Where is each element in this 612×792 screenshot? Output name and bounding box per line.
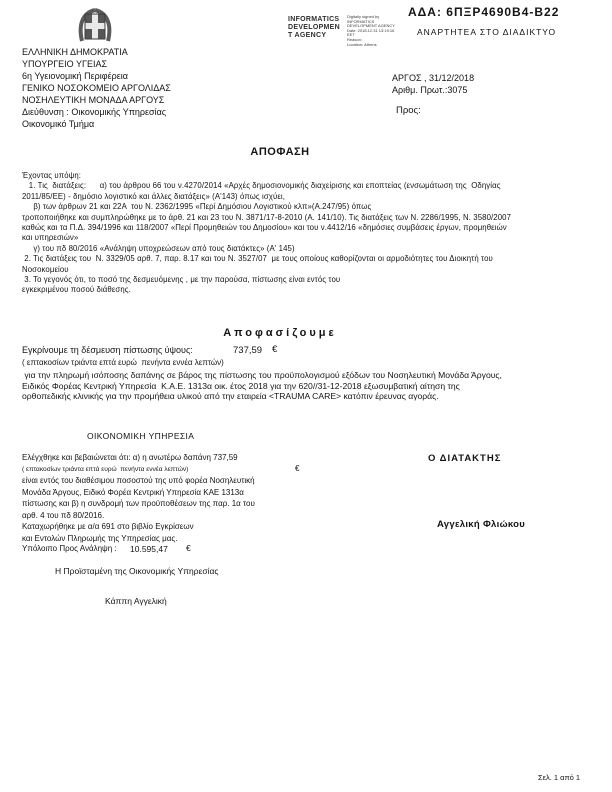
stamp-sig-line: Digitally signed by: [347, 14, 380, 19]
amount-in-words: ( επτακοσίων τριάντα επτά ευρώ πενήντα εννέα λεπτών): [22, 358, 224, 367]
recipient-label: Προς:: [396, 105, 421, 116]
finance-head-title: Η Προϊσταμένη της Οικονομικής Υπηρεσίας: [55, 566, 219, 576]
verification-line: Ελέγχθηκε και βεβαιώνεται ότι: α) η ανωτέρω δαπάνη 737,59: [22, 453, 238, 462]
greek-emblem-graphic: [72, 8, 118, 46]
verification-line: και Εντολών Πληρωμής της Υπηρεσίας μας.: [22, 533, 178, 543]
verification-line: Καταχωρήθηκε με α/α 691 στο βιβλίο Εγκρίσεων: [22, 522, 194, 531]
stamp-agency-line: DEVELOPMEN: [288, 24, 341, 31]
preamble-line: εγκεκριμένου ποσού διάθεσης.: [22, 285, 131, 295]
ada-code: ΑΔΑ: 6ΠΞΡ4690Β4-Β22: [408, 5, 560, 19]
verification-line: ( επτακοσίων τριάντα επτά ευρώ πενήντα εννέα λεπτών): [22, 465, 189, 473]
euro-sign: €: [186, 543, 191, 553]
decision-body-line: για την πληρωμή ισόποσης δαπάνης σε βάρος της πίστωσης του προϋπολογισμού εξόδων του Νοσηλευτική Μονάδα Άργους,: [22, 370, 502, 380]
verification-line: πίστωσης και β) η συνδρομή των προϋποθέσεων της παρ. 1α του: [22, 499, 255, 508]
preamble-line: 2. Τις διατάξεις του Ν. 3329/05 αρθ. 7, παρ. 8.17 και του Ν. 3527/07 με τους οποίους καθορίζονται οι αρμοδιότητες του Διοικητή του: [22, 254, 493, 264]
page-number: Σελ. 1 από 1: [538, 773, 581, 782]
place-and-date: ΑΡΓΟΣ , 31/12/2018: [392, 73, 475, 83]
decision-body-line: ορθοπεδικής κλινικής για την προμήθεια υλικού από την εταιρεία <TRAUMA CARE> κατόπιν έρευνας αγοράς.: [22, 391, 439, 402]
stamp-sig-line: DEVELOPMENT AGENCY: [347, 23, 395, 29]
stamp-sig-line: EET: [347, 32, 355, 38]
preamble-line: Έχοντας υπόψη:: [22, 171, 82, 180]
internet-posting-label: ΑΝΑΡΤΗΤΕΑ ΣΤΟ ΔΙΑΔΙΚΤΥΟ: [417, 27, 557, 37]
authorizing-officer-name: Αγγελική Φλιώκου: [437, 519, 526, 530]
stamp-sig-line: Location: Athens: [347, 41, 377, 47]
stamp-sig-line: INFORMATICS: [347, 18, 375, 24]
decision-body-line: Ειδικός Φορέας Κεντρική Υπηρεσία Κ.Α.Ε. 1313α οικ. έτος 2018 για την 620//31-12-2018 εξωσυμβατική αίτηση της: [22, 380, 460, 391]
preamble-line: 2011/85/ΕΕ) - δημόσιο λογιστικό και άλλες διατάξεις» (Α'143) όπως ισχύει,: [22, 191, 285, 201]
financial-service-title: ΟΙΚΟΝΟΜΙΚΗ ΥΠΗΡΕΣΙΑ: [87, 431, 195, 441]
signature-stamp-agency: [288, 16, 348, 40]
finance-head-name: Κάππη Αγγελική: [105, 596, 167, 606]
org-line: ΥΠΟΥΡΓΕΙΟ ΥΓΕΙΑΣ: [22, 59, 108, 69]
preamble-line: τροποποιήθηκε και συμπληρώθηκε με το άρθ. 21 και 23 του Ν. 3871/17-8-2010 (Α. 141/10). Τις διατάξεις των Ν. 2286/1995, Ν. 3580/2007: [22, 212, 512, 222]
preamble-line: β) των άρθρων 21 και 22Α του Ν. 2362/1995 «Περί Δημόσιου Λογιστικού κλπ»(Α.247/95) όπως: [22, 202, 372, 212]
signature-stamp-details: [347, 15, 417, 47]
greek-emblem-logo: [72, 8, 118, 46]
commitment-approval-label: Εγκρίνουμε τη δέσμευση πίστωσης ύψους:: [22, 345, 193, 355]
remaining-balance-amount: 10.595,47: [130, 544, 168, 554]
org-line: ΕΛΛΗΝΙΚΗ ΔΗΜΟΚΡΑΤΙΑ: [22, 47, 128, 57]
verification-block: [22, 452, 302, 544]
verification-line: είναι εντός του διαθέσιμου ποσοστού της υπό φορέα Νοσηλευτική: [22, 476, 255, 485]
commitment-amount: 737,59: [233, 345, 263, 356]
authorizing-officer-title: Ο ΔΙΑΤΑΚΤΗΣ: [428, 453, 502, 464]
preamble-line: και υπηρεσιών»: [22, 233, 79, 243]
protocol-number: Αριθμ. Πρωτ.:3075: [392, 85, 468, 95]
euro-sign: €: [295, 464, 300, 473]
stamp-agency-line: INFORMATICS: [288, 16, 340, 23]
euro-sign: €: [272, 344, 278, 355]
document-title: ΑΠΟΦΑΣΗ: [250, 146, 310, 158]
verification-line: Μονάδα Άργους, Ειδικό Φορέα Κεντρική Υπηρεσία ΚΑΕ 1313α: [22, 487, 244, 497]
stamp-sig-line: Date: 2018.12.31 13:19:16: [347, 27, 395, 33]
org-line: 6η Υγειονομική Περιφέρεια: [22, 71, 128, 81]
preamble-line: 1. Τις διατάξεις: α) του άρθρου 66 του ν.4270/2014 «Αρχές δημοσιονομικής διαχείρισης και εποπτείας (ενσωμάτωση της Οδηγίας: [22, 181, 501, 191]
decision-body-block: [22, 370, 602, 402]
org-line: Διεύθυνση : Οικονομικής Υπηρεσίας: [22, 107, 167, 117]
org-line: ΓΕΝΙΚΟ ΝΟΣΟΚΟΜΕΙΟ ΑΡΓΟΛΙΔΑΣ: [22, 83, 171, 93]
remaining-balance-label: Υπόλοιπο Προς Ανάληψη :: [22, 544, 117, 553]
preamble-block: [22, 171, 602, 296]
issuing-authority-block: [22, 46, 171, 130]
org-line: Οικονομικό Τμήμα: [22, 119, 95, 129]
verification-line: αρθ. 4 του πδ 80/2016.: [22, 510, 105, 520]
preamble-line: καθώς και τα Π.Δ. 394/1996 και 118/2007 «Περί Προμηθειών του Δημοσίου» και του ν.4412/16 «δημόσιες συμβάσεις έργων, προμηθειών: [22, 223, 507, 233]
stamp-sig-line: Reason:: [347, 36, 362, 42]
stamp-agency-line: T AGENCY: [288, 32, 327, 39]
org-line: ΝΟΣΗΛΕΥΤΙΚΗ ΜΟΝΑΔΑ ΑΡΓΟΥΣ: [22, 95, 165, 105]
preamble-line: γ) του πδ 80/2016 «Ανάληψη υποχρεώσεων από τους διατάκτες» (Α' 145): [22, 243, 295, 253]
preamble-line: Νοσοκομείου: [22, 264, 69, 274]
preamble-line: 3. Το γεγονός ότι, το ποσό της δεσμευόμενης , με την παρούσα, πίστωσης είναι εντός του: [22, 275, 341, 285]
decide-heading: Αποφασίζουμε: [223, 327, 337, 339]
